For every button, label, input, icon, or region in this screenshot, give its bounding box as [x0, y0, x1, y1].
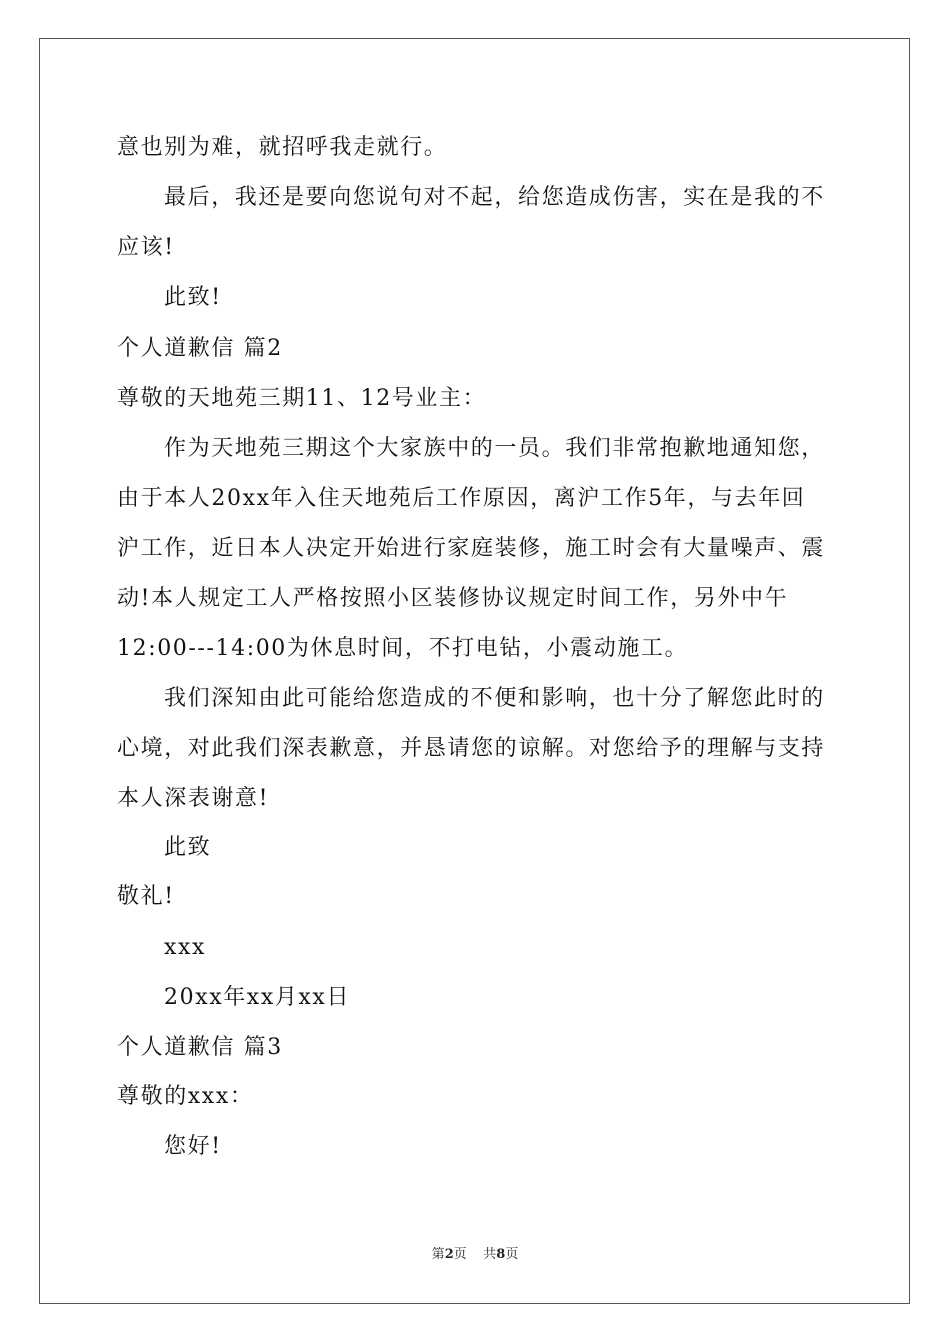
footer-mid: 页 共 — [453, 1247, 497, 1262]
section-heading: 个人道歉信 篇3 — [117, 1035, 283, 1060]
text-line: 心境，对此我们深表歉意，并恳请您的谅解。对您给予的理解与支持 — [117, 736, 826, 761]
text-line: 12:00---14:00为休息时间，不打电钻，小震动施工。 — [117, 636, 689, 661]
text-line: 最后，我还是要向您说句对不起，给您造成伤害，实在是我的不 — [164, 185, 825, 210]
signature: xxx — [164, 935, 207, 960]
text-line: 应该! — [117, 235, 175, 260]
text-line: 作为天地苑三期这个大家族中的一员。我们非常抱歉地通知您， — [164, 436, 825, 461]
closing: 此致 — [164, 835, 212, 860]
footer-suffix: 页 — [505, 1247, 519, 1262]
text-line: 动!本人规定工人严格按照小区装修协议规定时间工作，另外中午 — [117, 586, 789, 611]
salutation: 尊敬的xxx： — [117, 1084, 254, 1109]
text-line: 此致! — [164, 285, 222, 310]
date: 20xx年xx月xx日 — [164, 985, 351, 1010]
section-heading: 个人道歉信 篇2 — [117, 336, 283, 361]
page-number-footer — [0, 1246, 950, 1264]
text-line: 本人深表谢意! — [117, 786, 270, 811]
footer-total-pages: 8 — [496, 1247, 506, 1262]
text-line: 沪工作，近日本人决定开始进行家庭装修，施工时会有大量噪声、震 — [117, 536, 826, 561]
text-line: 我们深知由此可能给您造成的不便和影响，也十分了解您此时的 — [164, 686, 825, 711]
text-line: 由于本人20xx年入住天地苑后工作原因，离沪工作5年，与去年回 — [117, 486, 806, 511]
closing: 敬礼! — [117, 884, 175, 909]
footer-current-page: 2 — [444, 1247, 454, 1262]
page-border — [39, 38, 910, 1304]
text-line: 意也别为难，就招呼我走就行。 — [117, 135, 448, 160]
footer-prefix: 第 — [431, 1247, 445, 1262]
salutation: 尊敬的天地苑三期11、12号业主： — [117, 386, 487, 411]
greeting: 您好! — [164, 1134, 222, 1159]
